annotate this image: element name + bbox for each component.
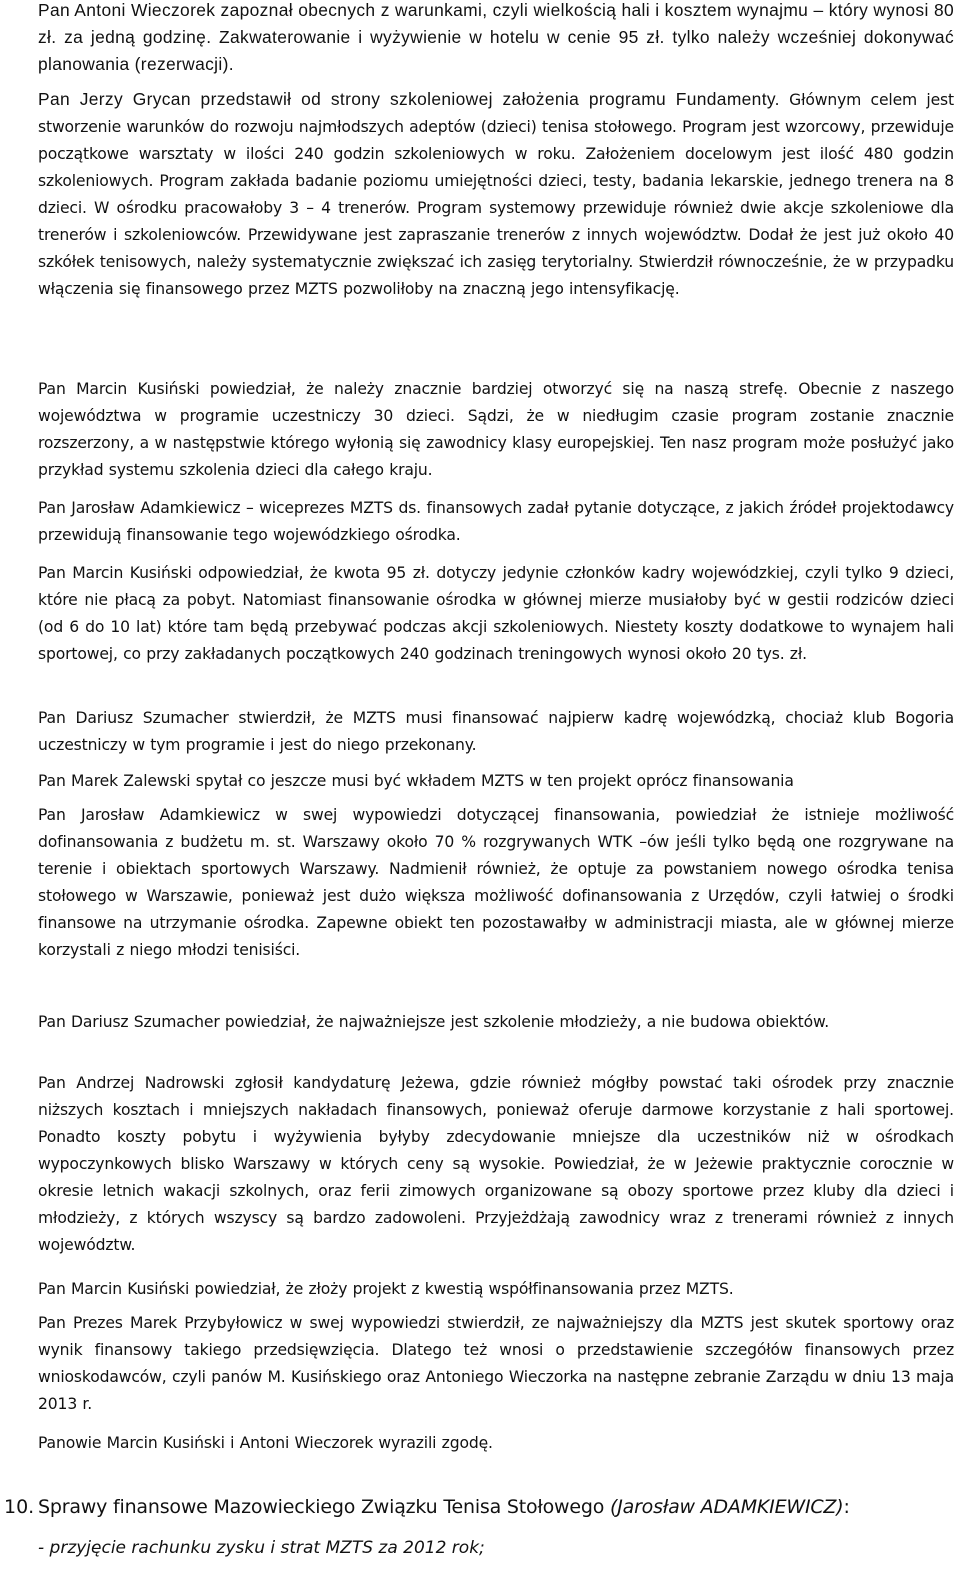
paragraph-szumacher-cadre: Pan Dariusz Szumacher stwierdził, że MZTS musi finansować najpierw kadrę wojewódzką, chociaż klub Bogoria uczestniczy w tym programie i jest do niego przekonany. (38, 709, 954, 754)
section-title-suffix: : (843, 1496, 850, 1518)
paragraph-agreement: Panowie Marcin Kusiński i Antoni Wieczorek wyrazili zgodę. (38, 1434, 493, 1452)
section-number: 10. (4, 1496, 35, 1518)
paragraph-wieczorek-hall: Pan Antoni Wieczorek zapoznał obecnych z warunkami, czyli wielkością hali i kosztem wynajmu – który wynosi 80 zł. za jedną godzinę. Zakwaterowanie i wyżywienie w hotelu w cenie 95 zł. tylko należy wcześniej dokonywać planowania (rezerwacji). (38, 0, 954, 74)
paragraph-adamkiewicz-question: Pan Jarosław Adamkiewicz – wiceprezes MZTS ds. finansowych zadał pytanie dotyczące, z jakich źródeł projektodawcy przewidują finansowanie tego wojewódzkiego ośrodka. (38, 499, 954, 544)
paragraph-kusinski-answer: Pan Marcin Kusiński odpowiedział, że kwota 95 zł. dotyczy jedynie członków kadry wojewódzkiej, czyli tylko 9 dzieci, które nie płacą za pobyt. Natomiast finansowanie ośrodka w głównej mierze musiałoby być w gestii rodziców dzieci (od 6 do 10 lat) które tam będą przebywać podczas akcji szkoleniowych. Niestety koszty dodatkowe to wynajem hali sportowej, co przy zakładanych początkowych 240 godzinach treningowych wynosi około 20 tys. zł. (38, 564, 954, 663)
section-heading (38, 1492, 958, 1522)
paragraph-zalewski-question: Pan Marek Zalewski spytał co jeszcze musi być wkładem MZTS w ten projekt oprócz finansowania (38, 772, 794, 790)
section-title-person: (Jarosław ADAMKIEWICZ) (610, 1496, 844, 1518)
paragraph-nadrowski-jezewo: Pan Andrzej Nadrowski zgłosił kandydaturę Jeżewa, gdzie również mógłby powstać taki ośrodek przy znacznie niższych kosztach i mniejszych nakładach finansowych, ponieważ oferuje darmowe korzystanie z hali sportowej. Ponadto koszty pobytu i wyżywienia byłyby zdecydowanie mniejsze dla uczestników niż w ośrodkach wypoczynkowych blisko Warszawy w których ceny są wysokie. Powiedział, że w Jeżewie praktycznie corocznie w okresie letnich wakacji szkolnych, oraz ferii zimowych organizowane są obozy sportowe przez kluby dla dzieci i młodzieży, z których wszyscy są bardzo zadowoleni. Przyjeżdżają zawodnicy wraz z trenerami również z innych województw. (38, 1074, 954, 1254)
paragraph-grycan-intro: Pan Jerzy Grycan przedstawił od strony szkoleniowej założenia programu Fundamenty. (38, 89, 780, 109)
paragraph-przybylowicz-statement: Pan Prezes Marek Przybyłowicz w swej wypowiedzi stwierdził, ze najważniejszy dla MZTS jest skutek sportowy oraz wynik finansowy takiego przedsięwzięcia. Dlatego też wnosi o przedstawienie szczegółów finansowych przez wnioskodawców, czyli panów M. Kusińskiego oraz Antoniego Wieczorka na następne zebranie Zarządu w dniu 13 maja 2013 r. (38, 1314, 954, 1413)
paragraph-kusinski-project: Pan Marcin Kusiński powiedział, że złoży projekt z kwestią współfinansowania przez MZTS. (38, 1280, 734, 1298)
paragraph-kusinski-region: Pan Marcin Kusiński powiedział, że należy znacznie bardziej otworzyć się na naszą strefę. Obecnie z naszego województwa w programie uczestniczy 30 dzieci. Sądzi, że w niedługim czasie program zostanie znacznie rozszerzony, a w następstwie którego wyłonią się zawodnicy klasy europejskiej. Ten nasz program może posłużyć jako przykład systemu szkolenia dzieci dla całego kraju. (38, 380, 954, 479)
paragraph-grycan-details: Głównym celem jest stworzenie warunków do rozwoju najmłodszych adeptów (dzieci) tenisa stołowego. Program jest wzorcowy, przewiduje początkowe warsztaty w ilości 240 godzin szkoleniowych w roku. Założeniem docelowym jest ilość 480 godzin szkoleniowych. Program zakłada badanie poziomu umiejętności dzieci, testy, badania lekarskie, jednego trenera na 8 dzieci. W ośrodku pracowałoby 3 – 4 trenerów. Program systemowy przewiduje również dwie akcje szkoleniowe dla trenerów i szkoleniowców. Przewidywane jest zapraszanie trenerów z innych województw. Dodał że jest już około 40 szkółek tenisowych, należy systematycznie zwiększać ich zasięg terytorialny. Stwierdził równocześnie, że w przypadku włączenia się finansowego przez MZTS pozwoliłoby na znaczną jego intensyfikację. (38, 91, 954, 298)
paragraph-adamkiewicz-funding: Pan Jarosław Adamkiewicz w swej wypowiedzi dotyczącej finansowania, powiedział że istnieje możliwość dofinansowania z budżetu m. st. Warszawy około 70 % rozgrywanych WTK –ów jeśli tylko będą one rozgrywane na terenie i obiektach sportowych Warszawy. Nadmienił również, że optuje za powstaniem nowego ośrodka tenisa stołowego w Warszawie, ponieważ jest dużo większa możliwość dofinansowania z Urzędów, czyli łatwiej o środki finansowe na utrzymanie ośrodka. Zapewne obiekt ten pozostawałby w administracji miasta, ale w głównej mierze korzystali z niego młodzi tenisiści. (38, 806, 954, 959)
paragraph-szumacher-youth: Pan Dariusz Szumacher powiedział, że najważniejsze jest szkolenie młodzieży, a nie budowa obiektów. (38, 1013, 830, 1031)
section-subitem: - przyjęcie rachunku zysku i strat MZTS za 2012 rok; (38, 1538, 485, 1558)
section-title: Sprawy finansowe Mazowieckiego Związku Tenisa Stołowego (38, 1496, 611, 1518)
paragraph-grycan-program (38, 86, 954, 303)
